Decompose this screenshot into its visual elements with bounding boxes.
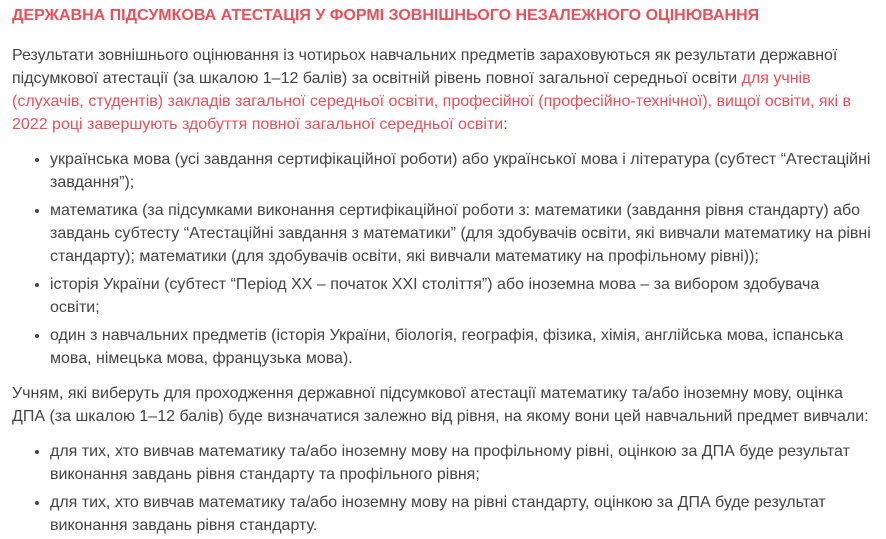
intro-highlight: для учнів (слухачів, студентів) закладів загальної середньої освіти, професійної (професійно-технічної), вищої освіти, які в 2022 році завершують здобуття повної загальної середньої освіти (12, 70, 852, 133)
list-item: • для тих, хто вивчав математику та/або іноземну мову на профільному рівні, оцінкою за ДПА буде результат виконання завдань рівня стандарту та профільного рівня; (50, 440, 872, 486)
intro-paragraph (12, 44, 872, 136)
list-item: • для тих, хто вивчав математику та/або іноземну мову на рівні стандарту, оцінкою за ДПА буде результат виконання завдань рівня стандарту. (50, 491, 872, 537)
subjects-list (12, 148, 872, 370)
levels-paragraph: Учням, які виберуть для проходження державної підсумкової атестації математику та/або іноземну мову, оцінка ДПА (за шкалою 1–12 балів) буде визначатися залежно від рівня, на якому вони цей навчальний предмет вивчали: (12, 385, 869, 425)
levels-list (12, 440, 872, 537)
list-item: • історія України (субтест “Період ХХ – початок ХХІ століття”) або іноземна мова – за вибором здобувача освіти; (50, 273, 872, 319)
list-item: • українська мова (усі завдання сертифікаційної роботи) або української мова і література (субтест “Атестаційні завдання”); (50, 148, 872, 194)
intro-text: Результати зовнішнього оцінювання із чотирьох навчальних предметів зараховуються як результати державної підсумкової атестації (за шкалою 1–12 балів) за освітній рівень повної загальної середньої освіти (12, 47, 838, 87)
list-item: • математика (за підсумками виконання сертифікаційної роботи з: математики (завдання рівня стандарту) або завдань субтесту “Атестаційні завдання з математики” (для здобувачів освіти, які вивчали математику на рівні стандарту); математики (для здобувачів освіти, які вивчали математику на профільному рівні)); (50, 199, 872, 268)
page-title: ДЕРЖАВНА ПІДСУМКОВА АТЕСТАЦІЯ У ФОРМІ ЗОВНІШНЬОГО НЕЗАЛЕЖНОГО ОЦІНЮВАННЯ (12, 7, 760, 24)
intro-text-end: : (503, 116, 508, 133)
list-item: • один з навчальних предметів (історія України, біологія, географія, фізика, хімія, англійська мова, іспанська мова, німецька мова, французька мова). (50, 324, 872, 370)
